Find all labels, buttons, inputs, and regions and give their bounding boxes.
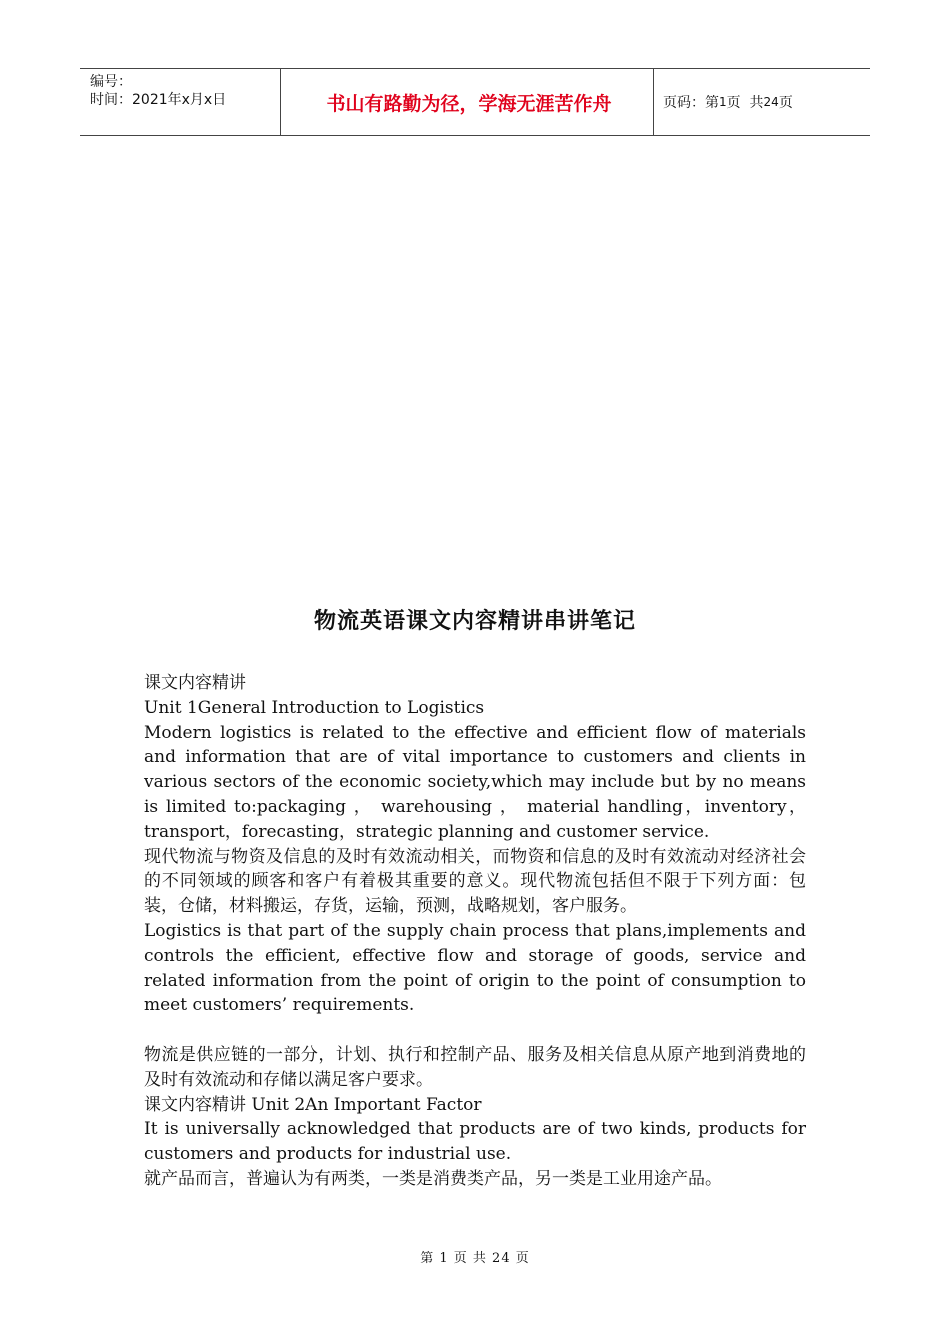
page-header [80,68,870,136]
page-prefix: 页码：第 [663,95,719,111]
header-motto: 书山有路勤为径，学海无涯苦作舟 [281,69,654,135]
para2-english: Logistics is that part of the supply chain process that plans,implements and controls the efficient, effective flow and storage of goods, service and related information from the point of origin to the point of consumption to meet customers’ requirements. [144,920,806,1016]
page-total: 24 [763,95,779,109]
para2-chinese: 物流是供应链的一部分，计划、执行和控制产品、服务及相关信息从原产地到消费地的及时有效流动和存储以满足客户要求。 [144,1044,806,1090]
header-page-info [654,69,870,135]
para3-chinese: 就产品而言，普遍认为有两类，一类是消费类产品，另一类是工业用途产品。 [144,1168,722,1189]
para1-chinese: 现代物流与物资及信息的及时有效流动相关，而物资和信息的及时有效流动对经济社会的不同领域的顾客和客户有着极其重要的意义。现代物流包括但不限于下列方面：包装，仓储，材料搬运，存货，运输，预测，战略规划，客户服务。 [144,846,806,917]
page-footer: 第 1 页 共 24 页 [420,1251,530,1266]
unit1-title: Unit 1General Introduction to Logistics [144,697,485,718]
section-heading: 课文内容精讲 [144,673,246,693]
page-number: 1 [719,95,727,109]
para3-english: It is universally acknowledged that products are of two kinds, products for customers and products for industrial use. [144,1119,806,1165]
date-label: 时间：2021年x月x日 [90,92,227,108]
document-title: 物流英语课文内容精讲串讲笔记 [313,609,636,634]
document-body [144,671,806,1192]
paragraph-gap [144,1018,806,1043]
serial-label: 编号： [90,74,132,90]
page-mid: 页 共 [726,95,764,111]
para1-english: Modern logistics is related to the effective and efficient flow of materials and information that are of vital importance to customers and clients in various sectors of the economic society,which may include but by no means is limited to:packaging ， warehousing ， material handling，inventory，transport，forecasting，strategic planning and customer service. [144,722,806,842]
page-suffix: 页 [778,95,793,111]
unit2-title: 课文内容精讲 Unit 2An Important Factor [144,1094,482,1115]
header-meta [80,69,281,135]
